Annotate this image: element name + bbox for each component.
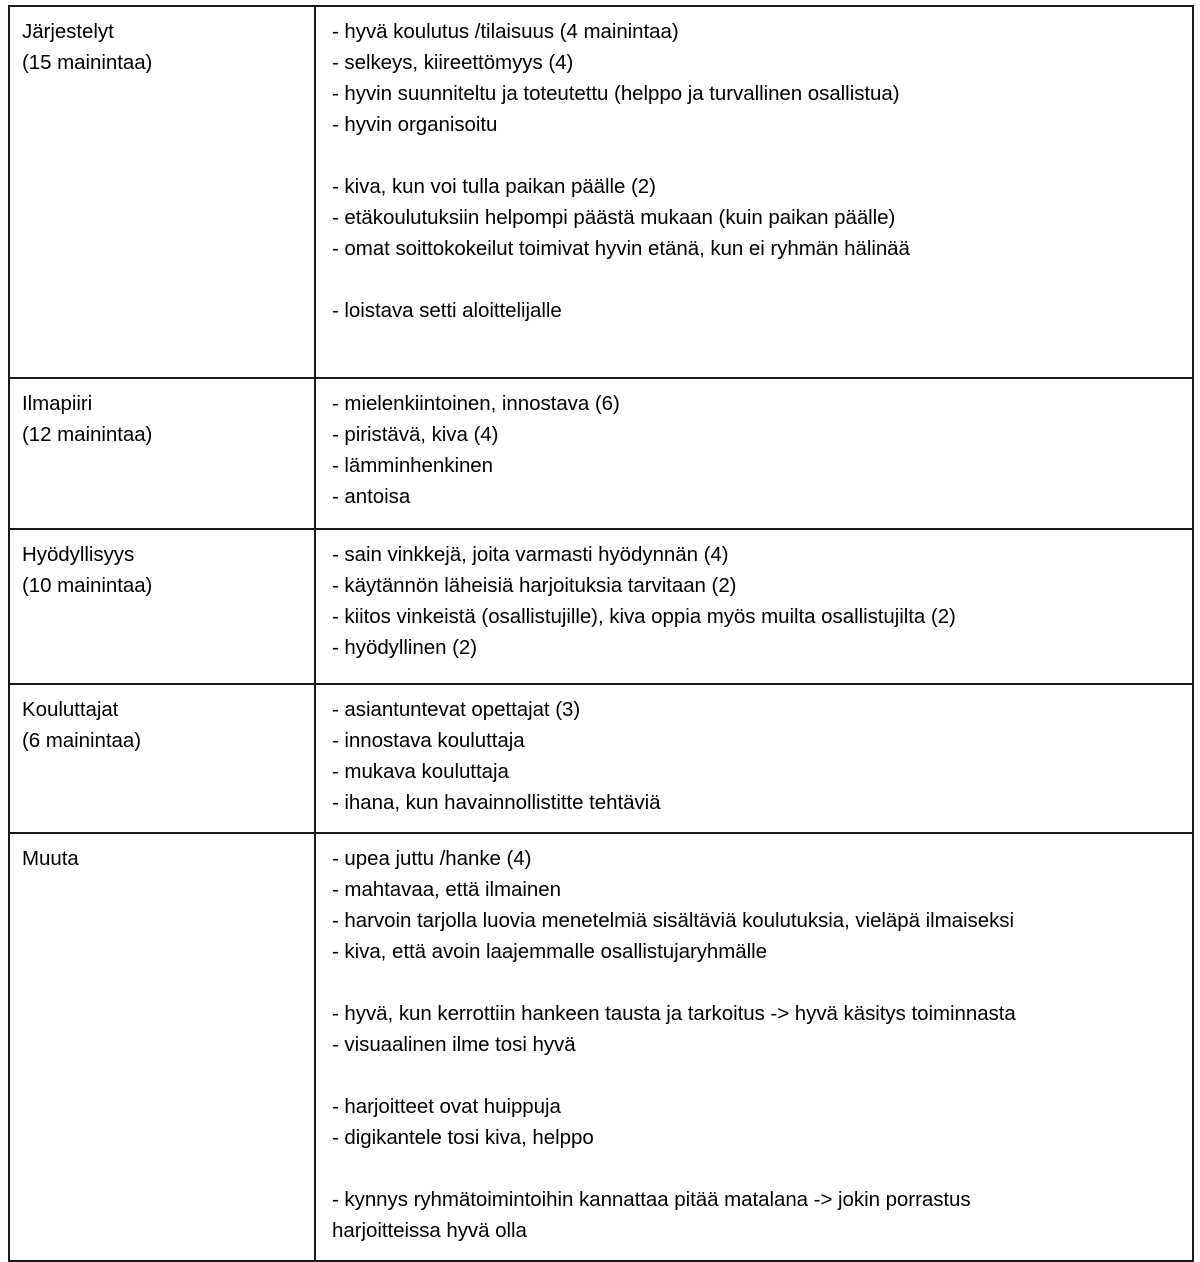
comment-line: - käytännön läheisiä harjoituksia tarvitaan (2)	[332, 574, 737, 597]
table-row-jarjestelyt	[9, 6, 1193, 378]
comment-line: - kiva, että avoin laajemmalle osallistujaryhmälle	[332, 940, 768, 963]
comment-line: - hyödyllinen (2)	[332, 636, 477, 659]
comment-line: - loistava setti aloittelijalle	[332, 299, 562, 322]
comments-cell	[315, 833, 1193, 1261]
comments-content	[316, 530, 1192, 677]
comment-line: - kiitos vinkeistä (osallistujille), kiva oppia myös muilta osallistujilta (2)	[332, 605, 956, 628]
table-row-kouluttajat	[9, 684, 1193, 833]
comment-line: - ihana, kun havainnollistitte tehtäviä	[332, 791, 661, 814]
category-cell	[9, 378, 315, 529]
comments-cell	[315, 6, 1193, 378]
comments-content	[316, 834, 1192, 1260]
comments-content	[316, 685, 1192, 832]
category-name: Kouluttajat	[22, 698, 119, 721]
comment-line: - hyvä, kun kerrottiin hankeen tausta ja tarkoitus -> hyvä käsitys toiminnasta	[332, 1002, 1016, 1025]
category-name: Järjestelyt	[22, 20, 114, 43]
category-content	[10, 685, 314, 832]
comment-spacer	[332, 1153, 1178, 1184]
comments-cell	[315, 378, 1193, 529]
comment-line: - piristävä, kiva (4)	[332, 423, 499, 446]
comment-line: - mielenkiintoinen, innostava (6)	[332, 392, 620, 415]
comment-line: - mahtavaa, että ilmainen	[332, 878, 561, 901]
comment-line: - digikantele tosi kiva, helppo	[332, 1126, 594, 1149]
comments-cell	[315, 529, 1193, 684]
category-count: (12 mainintaa)	[22, 423, 153, 446]
category-count: (10 mainintaa)	[22, 574, 153, 597]
comment-line: - omat soittokokeilut toimivat hyvin etänä, kun ei ryhmän hälinää	[332, 237, 910, 260]
table-row-ilmapiiri	[9, 378, 1193, 529]
comment-line: - hyvin organisoitu	[332, 113, 498, 136]
comment-spacer	[332, 140, 1178, 171]
feedback-table	[8, 5, 1194, 1262]
comment-line: - harvoin tarjolla luovia menetelmiä sisältäviä koulutuksia, vieläpä ilmaiseksi	[332, 909, 1014, 932]
table-row-muuta	[9, 833, 1193, 1261]
category-name: Ilmapiiri	[22, 392, 93, 415]
category-content	[10, 834, 314, 1257]
comments-content	[316, 379, 1192, 526]
category-cell	[9, 833, 315, 1261]
comment-line: - selkeys, kiireettömyys (4)	[332, 51, 574, 74]
category-count: (6 mainintaa)	[22, 729, 141, 752]
comment-spacer	[332, 967, 1178, 998]
comment-line: - etäkoulutuksiin helpompi päästä mukaan (kuin paikan päälle)	[332, 206, 896, 229]
category-content	[10, 379, 314, 528]
table-row-hyodyllisyys	[9, 529, 1193, 684]
category-count: (15 mainintaa)	[22, 51, 153, 74]
comment-line-continuation: harjoitteissa hyvä olla	[332, 1219, 527, 1242]
comment-line: - visuaalinen ilme tosi hyvä	[332, 1033, 576, 1056]
comment-line: - lämminhenkinen	[332, 454, 493, 477]
category-name: Hyödyllisyys	[22, 543, 135, 566]
category-content	[10, 7, 314, 348]
comment-line: - hyvin suunniteltu ja toteutettu (helppo ja turvallinen osallistua)	[332, 82, 900, 105]
category-cell	[9, 529, 315, 684]
category-name: Muuta	[22, 847, 79, 870]
category-content	[10, 530, 314, 683]
comments-cell	[315, 684, 1193, 833]
category-cell	[9, 684, 315, 833]
comment-line: - upea juttu /hanke (4)	[332, 847, 532, 870]
comment-line: - kiva, kun voi tulla paikan päälle (2)	[332, 175, 656, 198]
comment-line: - hyvä koulutus /tilaisuus (4 mainintaa)	[332, 20, 679, 43]
comment-spacer	[332, 1060, 1178, 1091]
table-body	[9, 6, 1193, 1261]
comment-line: - harjoitteet ovat huippuja	[332, 1095, 561, 1118]
comment-line: - kynnys ryhmätoimintoihin kannattaa pitää matalana -> jokin porrastus	[332, 1188, 971, 1211]
comment-line: - innostava kouluttaja	[332, 729, 525, 752]
comment-spacer	[332, 264, 1178, 295]
comment-line: - asiantuntevat opettajat (3)	[332, 698, 581, 721]
comments-content	[316, 7, 1192, 377]
comment-line: - antoisa	[332, 485, 411, 508]
category-cell	[9, 6, 315, 378]
comment-line: - sain vinkkejä, joita varmasti hyödynnän (4)	[332, 543, 729, 566]
comment-line: - mukava kouluttaja	[332, 760, 509, 783]
